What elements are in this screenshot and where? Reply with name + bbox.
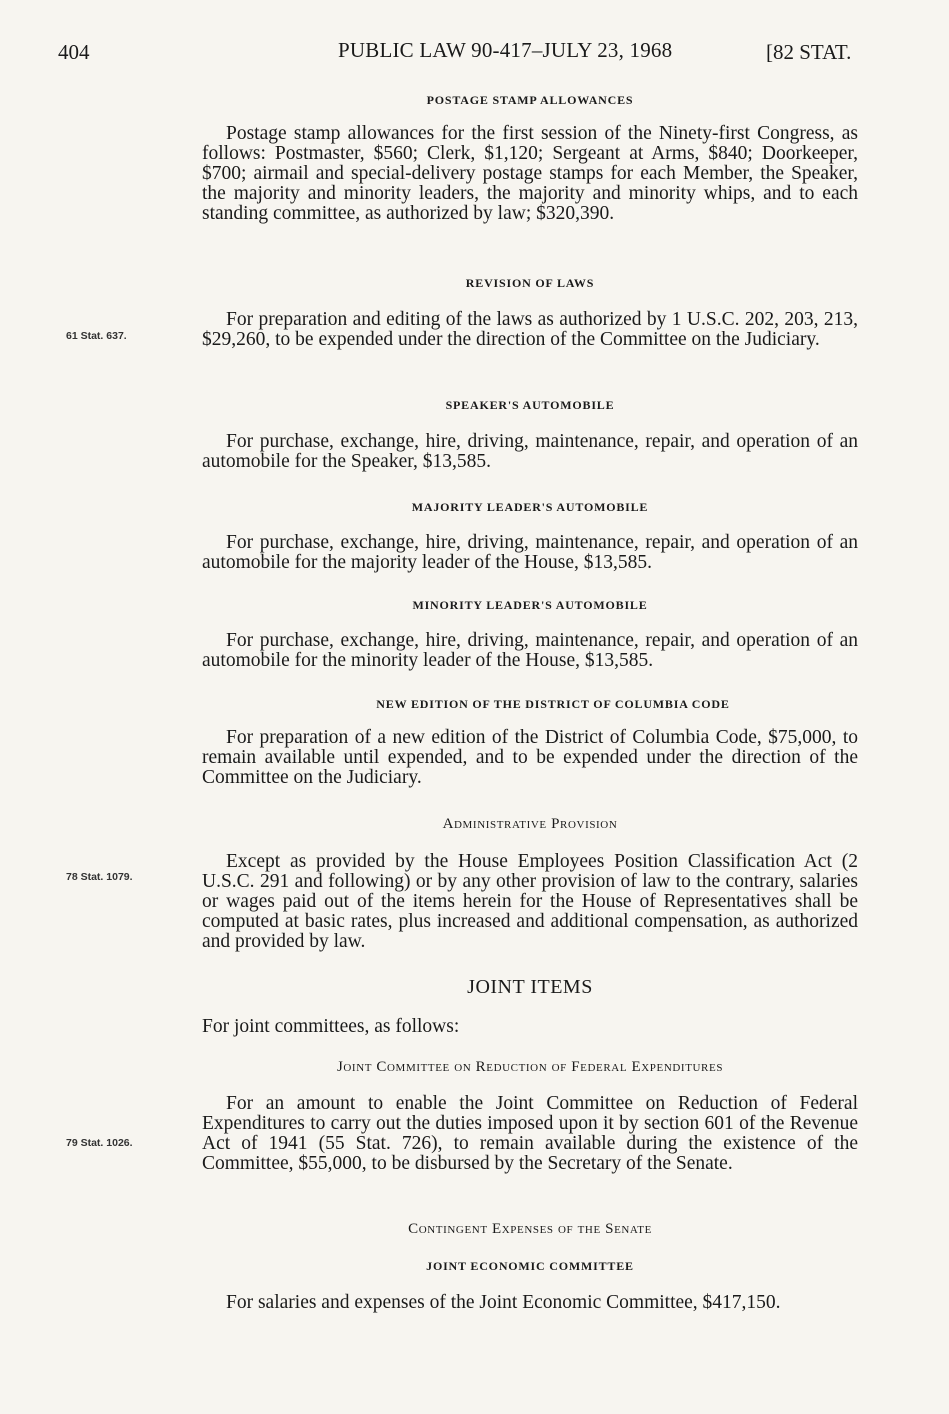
heading-contingent-expenses-senate: Contingent Expenses of the Senate [408, 1221, 652, 1237]
margin-note-78-stat: 78 Stat. 1079. [66, 871, 133, 883]
heading-revision-of-laws: REVISION OF LAWS [465, 276, 595, 290]
running-title: PUBLIC LAW 90-417–JULY 23, 1968 [338, 38, 673, 62]
paragraph-administrative-provision: Except as provided by the House Employees Position Classification Act (2 U.S.C. 291 and following) or by any other provision of law to the contrary, salaries or wages paid out of the items herein for the House of Representatives shall be computed at basic rates, plus increased and additional compensation, as authorized and provided by law. [202, 851, 858, 952]
paragraph-postage-stamp-allowances: Postage stamp allowances for the first session of the Ninety-first Congress, as follows: Postmaster, $560; Clerk, $1,120; Sergeant at Arms, $840; Doorkeeper, $700; airmail and special-delivery postage stamps for each Member, the Speaker, the majority and minority leaders, the majority and minority whips, and to each standing committee, as authorized by law; $320,390. [202, 123, 858, 224]
paragraph-dc-code: For preparation of a new edition of the District of Columbia Code, $75,000, to remain available until expended, and to be expended under the direction of the Committee on the Judiciary. [202, 727, 858, 788]
heading-joint-economic-committee: JOINT ECONOMIC COMMITTEE [426, 1259, 634, 1273]
margin-note-61-stat: 61 Stat. 637. [66, 330, 127, 342]
heading-reduction-federal-expenditures: Joint Committee on Reduction of Federal Expenditures [336, 1059, 724, 1075]
paragraph-reduction-federal-expenditures: For an amount to enable the Joint Committee on Reduction of Federal Expenditures to carry out the duties imposed upon it by section 601 of the Revenue Act of 1941 (55 Stat. 726), to remain available during the existence of the Committee, $55,000, to be disbursed by the Secretary of the Senate. [202, 1093, 858, 1174]
heading-dc-code: NEW EDITION OF THE DISTRICT OF COLUMBIA CODE [376, 697, 730, 711]
margin-note-79-stat: 79 Stat. 1026. [66, 1137, 133, 1149]
paragraph-revision-of-laws: For preparation and editing of the laws as authorized by 1 U.S.C. 202, 203, 213, $29,260, to be expended under the direction of the Committee on the Judiciary. [202, 309, 858, 350]
page-number: 404 [58, 40, 90, 64]
heading-speakers-automobile: SPEAKER'S AUTOMOBILE [445, 398, 615, 412]
heading-minority-leaders-automobile: MINORITY LEADER'S AUTOMOBILE [412, 598, 648, 612]
heading-administrative-provision: Administrative Provision [442, 816, 618, 832]
paragraph-minority-leaders-automobile: For purchase, exchange, hire, driving, maintenance, repair, and operation of an automobile for the minority leader of the House, $13,585. [202, 630, 858, 671]
paragraph-majority-leaders-automobile: For purchase, exchange, hire, driving, maintenance, repair, and operation of an automobile for the majority leader of the House, $13,585. [202, 532, 858, 573]
statute-reference: [82 STAT. [766, 40, 852, 64]
paragraph-joint-items: For joint committees, as follows: [202, 1016, 460, 1037]
paragraph-joint-economic-committee: For salaries and expenses of the Joint Economic Committee, $417,150. [226, 1292, 781, 1313]
heading-postage-stamp-allowances: POSTAGE STAMP ALLOWANCES [426, 93, 634, 107]
heading-joint-items: JOINT ITEMS [467, 976, 593, 998]
paragraph-speakers-automobile: For purchase, exchange, hire, driving, maintenance, repair, and operation of an automobile for the Speaker, $13,585. [202, 431, 858, 472]
heading-majority-leaders-automobile: MAJORITY LEADER'S AUTOMOBILE [411, 500, 649, 514]
